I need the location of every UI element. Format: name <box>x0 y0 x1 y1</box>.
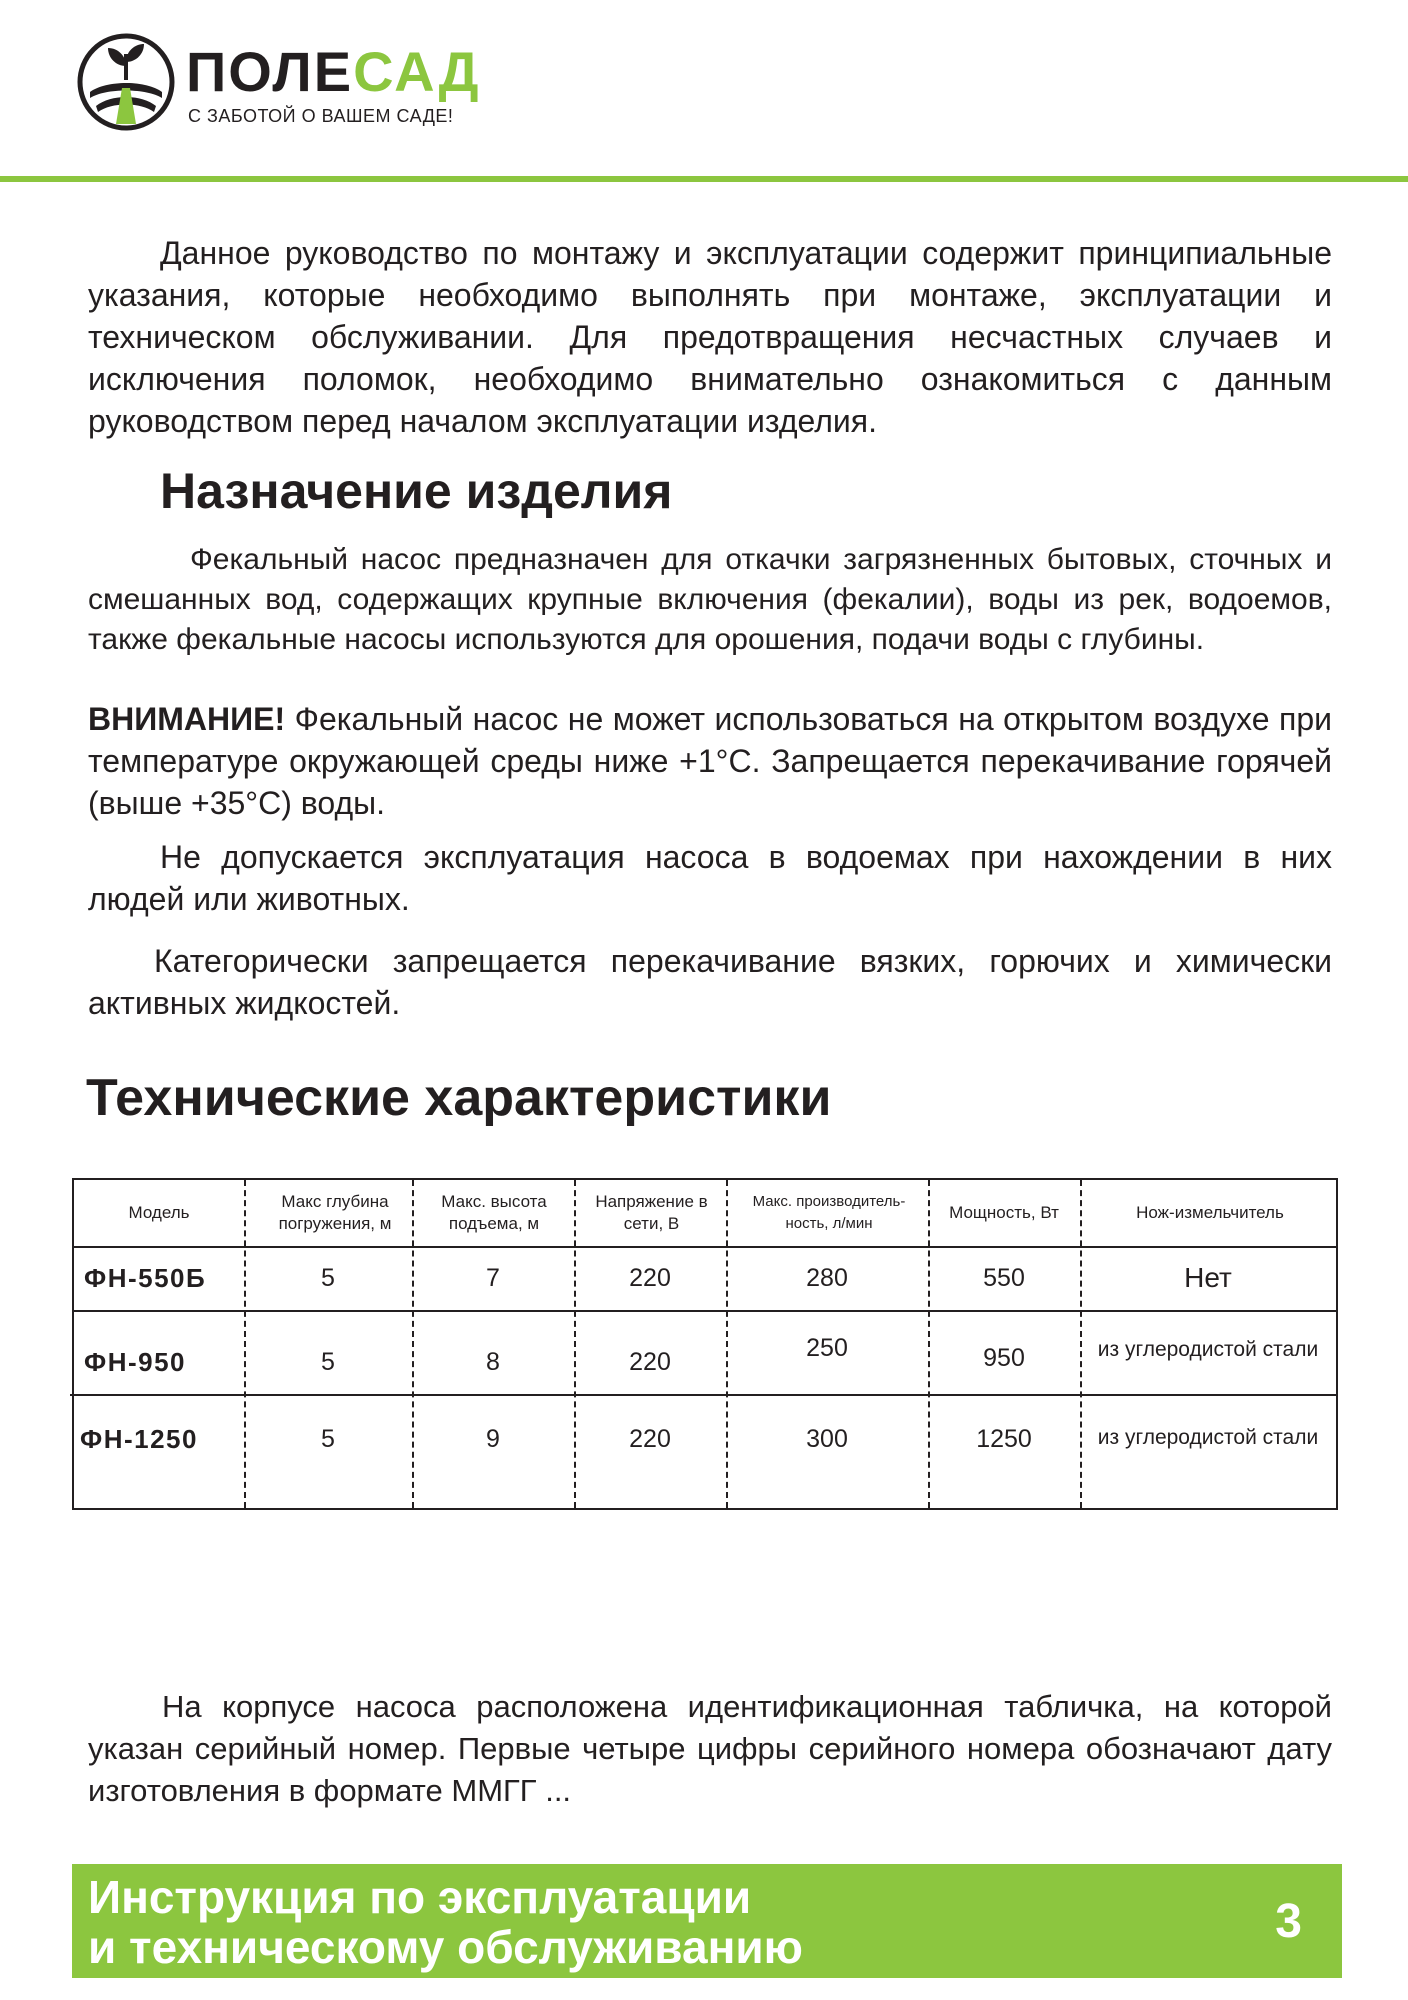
logo-icon <box>76 32 176 132</box>
table-cell-cutter: Нет <box>1184 1262 1232 1293</box>
table-cell-power: 1250 <box>976 1424 1032 1453</box>
column-header-model: Модель <box>128 1203 190 1222</box>
brand-tagline: С ЗАБОТОЙ О ВАШЕМ САДЕ! <box>188 106 454 126</box>
warning-text: Фекальный насос не может использоваться на открытом воздухе при температуре окружающей среды ниже +1°С. Запрещается перекачивание горячей (выше +35°С) воды. <box>88 701 1333 821</box>
table-cell-cutter: из углеродистой стали <box>1097 1338 1319 1361</box>
intro-paragraph: Данное руководство по монтажу и эксплуатации содержит принципиальные указания, которые необходимо выполнять при монтаже, эксплуатации и техническом обслуживании. Для предотвращения несчастных случаев и исключения поломок, необходимо внимательно ознакомиться с данным руководством перед началом эксплуатации изделия. <box>88 235 1332 439</box>
table-cell-capacity: 300 <box>806 1424 848 1453</box>
column-header-depth: Макс глубина погружения, м <box>278 1192 392 1233</box>
table-cell-height: 8 <box>486 1347 500 1376</box>
footer-title <box>88 1872 803 1972</box>
specs-table <box>72 1178 1338 1510</box>
brand-name <box>186 40 481 103</box>
table-cell-model: ФН-950 <box>84 1346 187 1377</box>
header-divider <box>0 176 1408 182</box>
table-cell-power: 950 <box>983 1343 1025 1372</box>
footer-title-line-2: и техническому обслуживанию <box>88 1921 803 1973</box>
column-header-height: Макс. высота подъема, м <box>441 1192 547 1233</box>
column-header-cutter: Нож-измельчитель <box>1136 1203 1284 1222</box>
warning-label: ВНИМАНИЕ! <box>88 701 286 737</box>
table-cell-height: 9 <box>486 1424 500 1453</box>
brand-name-part1: ПОЛЕ <box>186 40 354 103</box>
table-cell-power: 550 <box>983 1263 1025 1292</box>
warning-note-2: Категорически запрещается перекачивание вязких, горючих и химически активных жидкостей. <box>88 943 1332 1021</box>
table-cell-depth: 5 <box>321 1347 335 1376</box>
table-cell-capacity: 250 <box>806 1333 848 1362</box>
table-cell-cutter: из углеродистой стали <box>1097 1426 1319 1449</box>
table-cell-height: 7 <box>486 1263 500 1292</box>
warning-paragraph <box>88 698 1332 824</box>
purpose-heading: Назначение изделия <box>160 463 673 519</box>
table-cell-voltage: 220 <box>629 1263 671 1292</box>
table-cell-depth: 5 <box>321 1263 335 1292</box>
column-header-power: Мощность, Вт <box>949 1203 1059 1222</box>
column-header-capacity: Макс. производитель-ность, л/мин <box>752 1193 906 1232</box>
table-cell-model: ФН-550Б <box>84 1262 207 1293</box>
table-cell-voltage: 220 <box>629 1347 671 1376</box>
specs-heading: Технические характеристики <box>86 1069 832 1127</box>
serial-paragraph: На корпусе насоса расположена идентификационная табличка, на которой указан серийный номер. Первые четыре цифры серийного номера обозначают дату изготовления в формате ММГГ ... <box>88 1689 1332 1808</box>
table-cell-model: ФН-1250 <box>80 1423 198 1454</box>
table-cell-depth: 5 <box>321 1424 335 1453</box>
footer-title-line-1: Инструкция по эксплуатации <box>88 1871 752 1923</box>
brand-name-part2: САД <box>353 40 481 103</box>
column-header-voltage: Напряжение в сети, В <box>595 1192 708 1233</box>
footer-bar <box>72 1864 1342 1978</box>
page-number: 3 <box>1275 1895 1302 1948</box>
purpose-paragraph: Фекальный насос предназначен для откачки загрязненных бытовых, сточных и смешанных вод, содержащих крупные включения (фекалии), воды из рек, водоемов, также фекальные насосы используются для орошения, подачи воды с глубины. <box>88 543 1332 656</box>
warning-note-1: Не допускается эксплуатация насоса в водоемах при нахождении в них людей или животных. <box>88 839 1332 917</box>
table-cell-voltage: 220 <box>629 1424 671 1453</box>
table-cell-capacity: 280 <box>806 1263 848 1292</box>
